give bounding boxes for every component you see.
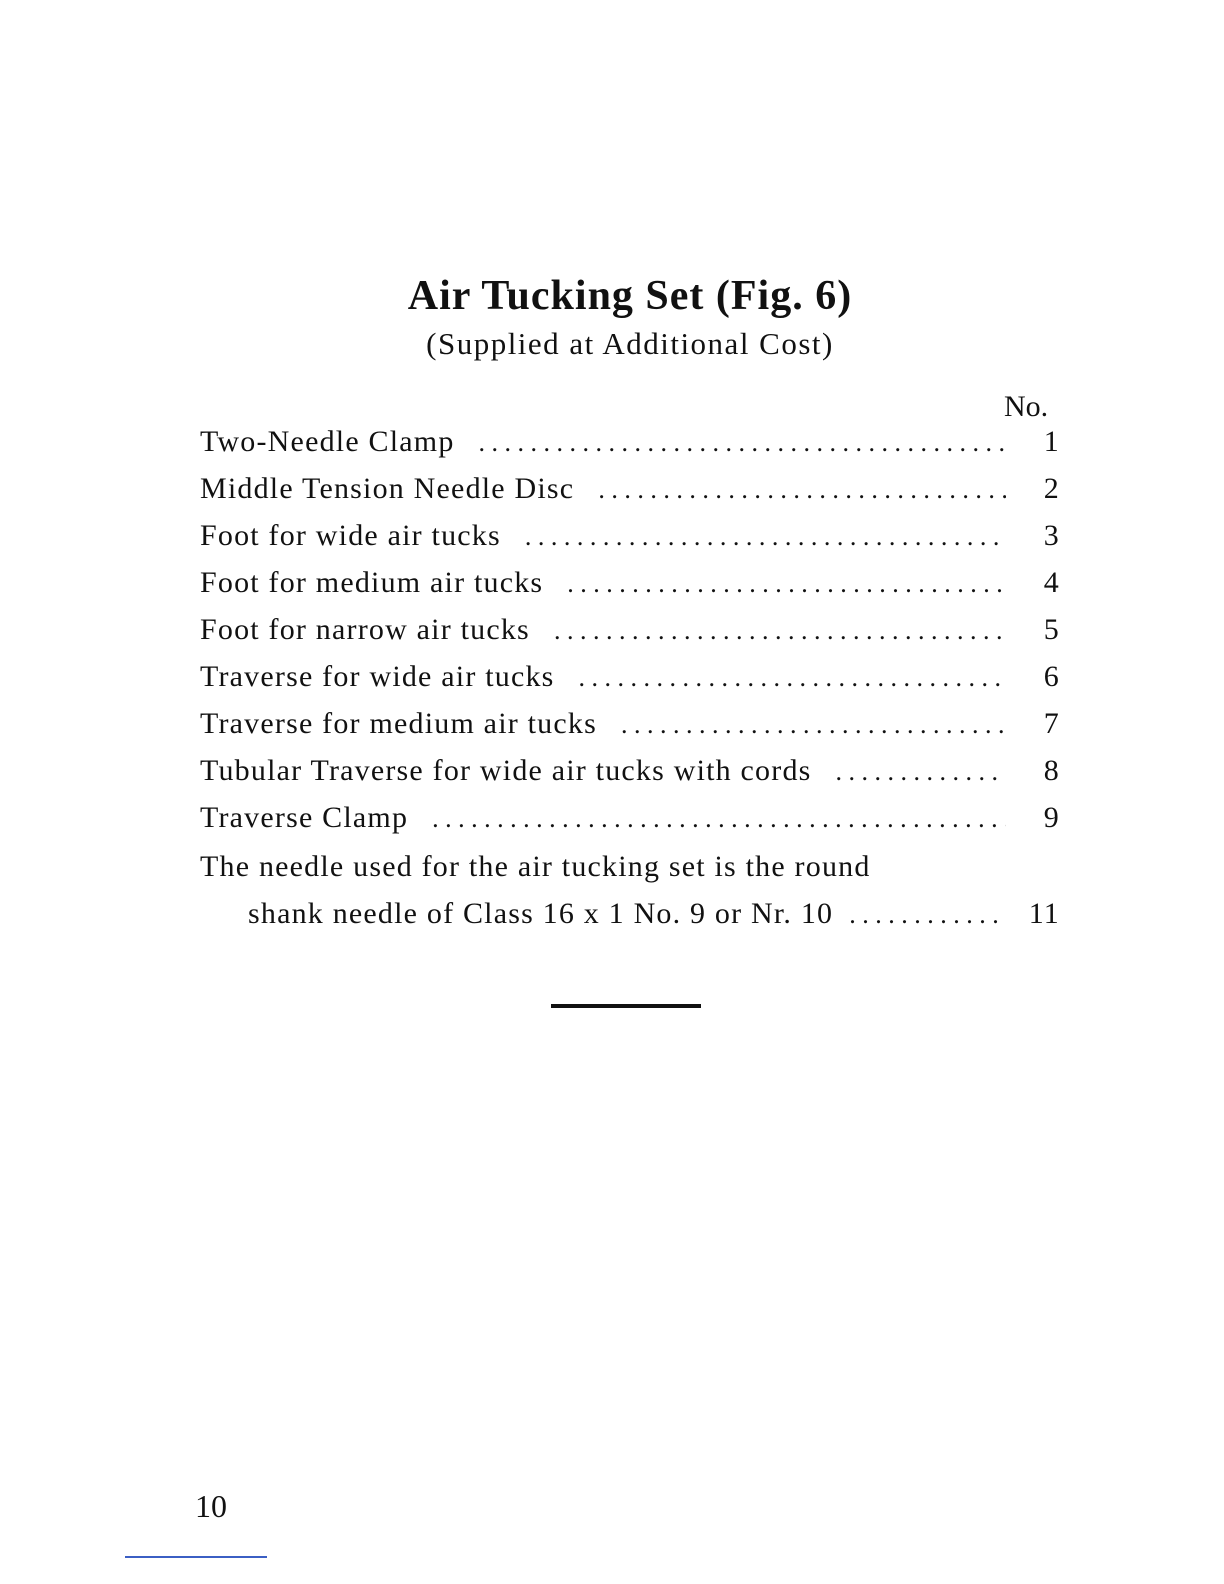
part-name: Traverse for wide air tucks	[200, 660, 555, 693]
part-row	[200, 472, 1060, 519]
dot-leader	[567, 569, 1006, 599]
dot-leader	[598, 475, 1006, 505]
part-row	[200, 425, 1060, 472]
dot-leader	[525, 522, 1006, 552]
part-name: Foot for narrow air tucks	[200, 613, 530, 646]
dot-leader	[579, 663, 1006, 693]
part-number: 6	[1043, 660, 1060, 693]
needle-note-line-1: The needle used for the air tucking set is the round	[200, 850, 871, 883]
part-row	[200, 660, 1060, 707]
needle-note-line-2: shank needle of Class 16 x 1 No. 9 or Nr. 10	[248, 897, 834, 930]
section-subtitle: (Supplied at Additional Cost)	[426, 326, 834, 361]
part-name: Tubular Traverse for wide air tucks with cords	[200, 754, 812, 787]
part-name: Traverse Clamp	[200, 801, 409, 834]
part-name: Foot for medium air tucks	[200, 566, 544, 599]
part-row	[200, 519, 1060, 566]
part-name: Traverse for medium air tucks	[200, 707, 597, 740]
part-number: 7	[1043, 707, 1060, 740]
number-column-header: No.	[1004, 390, 1049, 423]
part-name: Middle Tension Needle Disc	[200, 472, 575, 505]
page-number: 10	[195, 1488, 227, 1524]
dot-leader	[849, 900, 1006, 930]
dot-leader	[836, 757, 1006, 787]
part-number: 1	[1043, 425, 1060, 458]
parts-list	[200, 425, 1060, 848]
part-number: 4	[1043, 566, 1060, 599]
dot-leader	[432, 804, 1006, 834]
needle-note	[200, 850, 1060, 944]
dot-leader	[554, 616, 1006, 646]
part-number: 9	[1043, 801, 1060, 834]
section-title: Air Tucking Set (Fig. 6)	[407, 273, 853, 319]
part-number: 2	[1043, 472, 1060, 505]
dot-leader	[479, 428, 1006, 458]
part-name: Two-Needle Clamp	[200, 425, 455, 458]
dot-leader	[621, 710, 1006, 740]
needle-part-number: 11	[1028, 897, 1060, 930]
part-number: 3	[1043, 519, 1060, 552]
part-row	[200, 801, 1060, 848]
section-divider	[551, 1004, 701, 1008]
scan-edge-line	[125, 1556, 267, 1558]
part-row	[200, 613, 1060, 660]
part-row	[200, 754, 1060, 801]
part-number: 5	[1043, 613, 1060, 646]
part-number: 8	[1043, 754, 1060, 787]
part-name: Foot for wide air tucks	[200, 519, 501, 552]
needle-note-line-2-row	[200, 897, 1060, 944]
part-row	[200, 707, 1060, 754]
part-row	[200, 566, 1060, 613]
